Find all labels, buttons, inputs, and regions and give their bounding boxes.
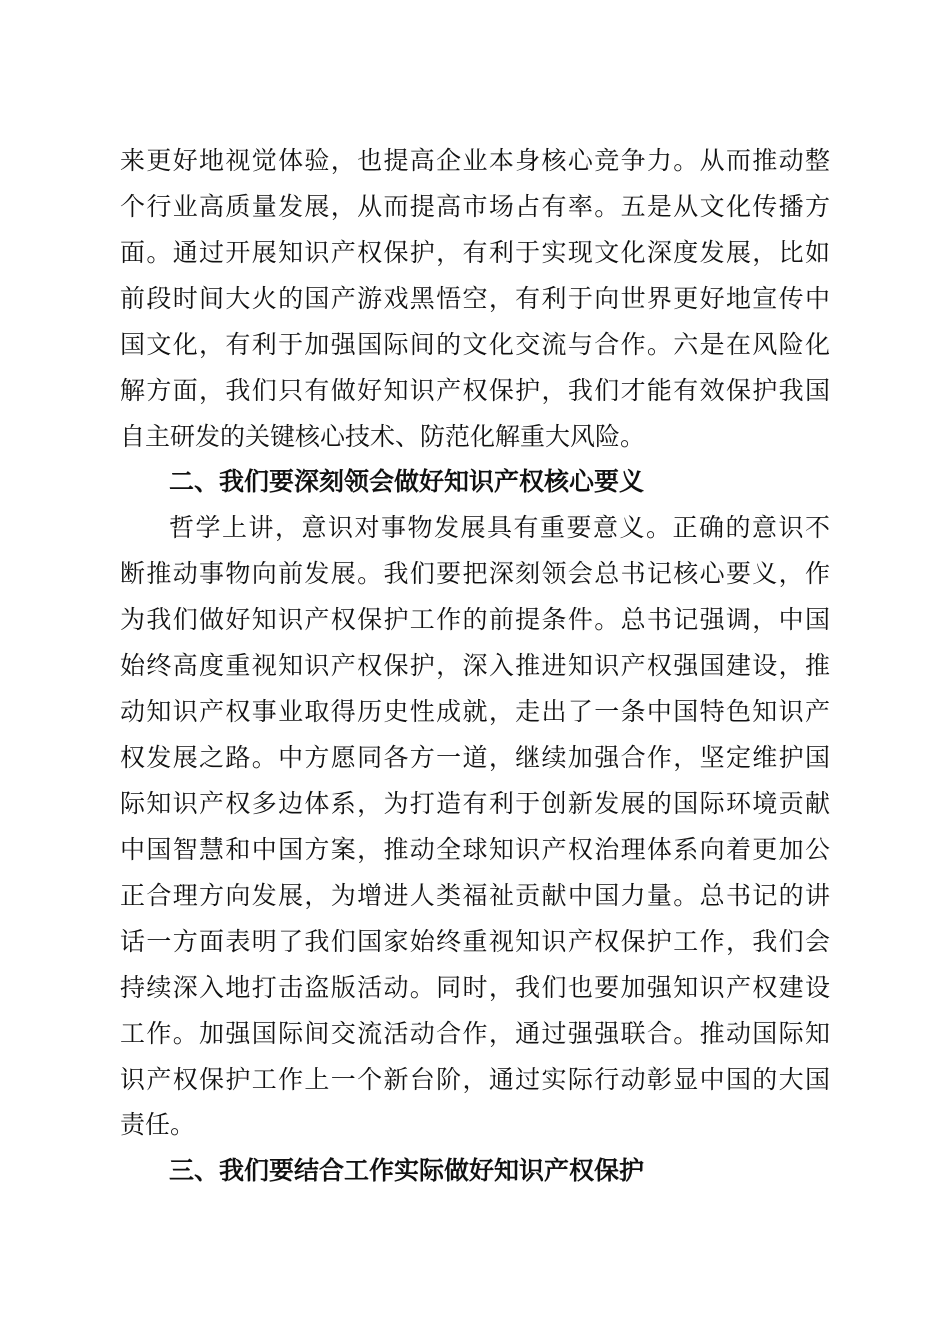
paragraph-line: 动知识产权事业取得历史性成就，走出了一条中国特色知识产 <box>120 697 830 726</box>
paragraph-line: 断推动事物向前发展。我们要把深刻领会总书记核心要义，作 <box>120 559 830 588</box>
paragraph-line: 自主研发的关键核心技术、防范化解重大风险。 <box>120 422 646 451</box>
paragraph-line: 话一方面表明了我们国家始终重视知识产权保护工作，我们会 <box>120 927 830 956</box>
paragraph-line: 际知识产权多边体系，为打造有利于创新发展的国际环境贡献 <box>120 789 830 818</box>
paragraph-line: 面。通过开展知识产权保护，有利于实现文化深度发展，比如 <box>120 238 830 267</box>
section-heading-3: 三、我们要结合工作实际做好知识产权保护 <box>169 1156 645 1185</box>
section-heading-2: 二、我们要深刻领会做好知识产权核心要义 <box>169 467 645 496</box>
paragraph-line: 权发展之路。中方愿同各方一道，继续加强合作，坚定维护国 <box>120 743 830 772</box>
paragraph-line: 持续深入地打击盗版活动。同时，我们也要加强知识产权建设 <box>120 973 830 1002</box>
paragraph-line: 国文化，有利于加强国际间的文化交流与合作。六是在风险化 <box>120 330 830 359</box>
paragraph-line: 哲学上讲，意识对事物发展具有重要意义。正确的意识不 <box>169 513 830 542</box>
paragraph-line: 识产权保护工作上一个新台阶，通过实际行动彰显中国的大国 <box>120 1065 830 1094</box>
paragraph-line: 始终高度重视知识产权保护，深入推进知识产权强国建设，推 <box>120 651 830 680</box>
paragraph-line: 解方面，我们只有做好知识产权保护，我们才能有效保护我国 <box>120 376 830 405</box>
paragraph-line: 正合理方向发展，为增进人类福祉贡献中国力量。总书记的讲 <box>120 881 830 910</box>
paragraph-line: 个行业高质量发展，从而提高市场占有率。五是从文化传播方 <box>120 192 830 221</box>
paragraph-line: 中国智慧和中国方案，推动全球知识产权治理体系向着更加公 <box>120 835 830 864</box>
paragraph-line: 来更好地视觉体验，也提高企业本身核心竞争力。从而推动整 <box>120 146 830 175</box>
paragraph-line: 工作。加强国际间交流活动合作，通过强强联合。推动国际知 <box>120 1019 830 1048</box>
paragraph-line: 责任。 <box>120 1110 196 1139</box>
paragraph-line: 前段时间大火的国产游戏黑悟空，有利于向世界更好地宣传中 <box>120 284 830 313</box>
paragraph-line: 为我们做好知识产权保护工作的前提条件。总书记强调，中国 <box>120 605 830 634</box>
